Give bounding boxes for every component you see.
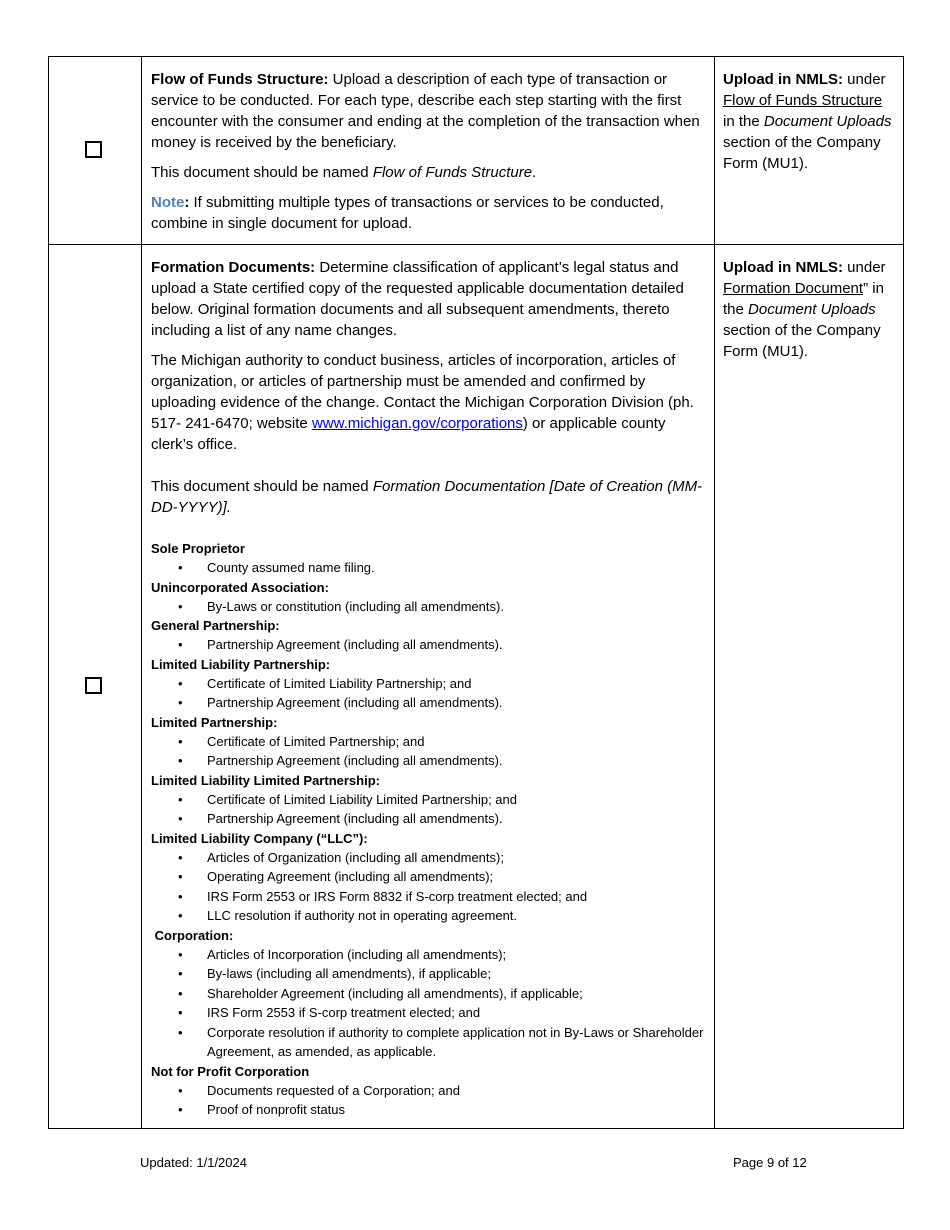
- checkbox-cell: [49, 245, 142, 1129]
- flow-of-funds-title: Flow of Funds Structure:: [151, 71, 329, 88]
- formation-documents-checkbox[interactable]: [85, 677, 102, 694]
- upload-label: Upload in NMLS:: [723, 259, 843, 276]
- formation-documents-description: [151, 257, 706, 341]
- list-item: • Certificate of Limited Liability Partnership; and: [151, 674, 706, 694]
- entity-type-heading: Limited Partnership:: [151, 714, 278, 730]
- list-item: • Partnership Agreement (including all amendments).: [151, 751, 706, 771]
- list-item: • Articles of Incorporation (including all amendments);: [151, 945, 706, 965]
- flow-of-funds-description: [151, 69, 706, 153]
- updated-date: Updated: 1/1/2024: [140, 1155, 247, 1170]
- list-item: • Documents requested of a Corporation; and: [151, 1081, 706, 1101]
- list-item: • IRS Form 2553 if S-corp treatment elected; and: [151, 1003, 706, 1023]
- list-item: • Certificate of Limited Liability Limited Partnership; and: [151, 790, 706, 810]
- upload-rest: section of the Company Form (MU1).: [723, 322, 881, 360]
- entity-document-list: [151, 848, 706, 926]
- entity-type-heading: Limited Liability Limited Partnership:: [151, 772, 380, 788]
- naming-prefix: This document should be named: [151, 478, 373, 495]
- flow-of-funds-naming: [151, 162, 706, 183]
- list-item: • Articles of Organization (including all amendments);: [151, 848, 706, 868]
- list-item: • Shareholder Agreement (including all amendments), if applicable;: [151, 984, 706, 1004]
- flow-of-funds-note: [151, 192, 706, 234]
- note-colon: :: [184, 194, 190, 211]
- entity-document-list: [151, 674, 706, 713]
- flow-of-funds-upload-link[interactable]: Flow of Funds Structure: [723, 92, 883, 109]
- formation-document-upload-link[interactable]: Formation Document: [723, 280, 864, 297]
- naming-prefix: This document should be named: [151, 164, 373, 181]
- list-item: • By-Laws or constitution (including all amendments).: [151, 597, 706, 617]
- page-number: Page 9 of 12: [733, 1155, 807, 1170]
- description-cell: [142, 245, 715, 1129]
- formation-documents-naming: [151, 476, 706, 518]
- upload-cell: [715, 245, 904, 1129]
- michigan-authority-text: The Michigan authority to conduct business, articles of incorporation, articles of organization, or articles of partnership must be amended and confirmed by uploading evidence of the change. Contact the Michigan Corporation Division (ph. 517- 241-6470; website: [151, 352, 694, 432]
- entity-document-list: [151, 635, 706, 655]
- entity-type-heading: General Partnership:: [151, 618, 280, 633]
- corporations-website-link[interactable]: www.michigan.gov/corporations: [311, 415, 523, 432]
- michigan-authority-text-end: ) or applicable county clerk’s office.: [151, 415, 666, 453]
- list-item: • Proof of nonprofit status: [151, 1100, 706, 1120]
- entity-document-list: [151, 558, 706, 578]
- upload-in-the: in the: [723, 113, 764, 130]
- note-text: If submitting multiple types of transactions or services to be conducted, combine in single document for upload.: [151, 194, 664, 232]
- entity-document-list: [151, 1081, 706, 1120]
- document-uploads-text: Document Uploads: [748, 301, 876, 318]
- requirements-table: [48, 56, 904, 1129]
- list-item: • Operating Agreement (including all amendments);: [151, 867, 706, 887]
- list-item: • Certificate of Limited Partnership; and: [151, 732, 706, 752]
- entity-document-list: [151, 597, 706, 617]
- list-item: • IRS Form 2553 or IRS Form 8832 if S-corp treatment elected; and: [151, 887, 706, 907]
- michigan-authority-paragraph: [151, 350, 706, 455]
- document-uploads-text: Document Uploads: [763, 113, 892, 130]
- upload-cell: [715, 57, 904, 245]
- formation-documents-title: Formation Documents:: [151, 259, 316, 276]
- upload-quote: ”: [863, 280, 869, 297]
- formation-documents-upload-instructions: [715, 245, 903, 362]
- list-item: • By-laws (including all amendments), if applicable;: [151, 964, 706, 984]
- flow-of-funds-body: Upload a description of each type of transaction or service to be conducted. For each type, describe each step starting with the first encounter with the consumer and ending at the completion of the transaction when money is received by the beneficiary.: [151, 71, 700, 151]
- list-item: • Partnership Agreement (including all amendments).: [151, 809, 706, 829]
- list-item: • LLC resolution if authority not in operating agreement.: [151, 906, 706, 926]
- entity-type-heading: Not for Profit Corporation: [151, 1063, 310, 1079]
- upload-in-the: in the: [723, 280, 884, 318]
- formation-documents-body: Determine classification of applicant’s legal status and upload a State certified copy of the requested applicable documentation detailed below. Original formation documents and all subsequent amendments, thereto including a list of any name changes.: [151, 259, 684, 339]
- naming-name: Flow of Funds Structure: [372, 164, 533, 181]
- entity-type-heading: Unincorporated Association:: [151, 579, 329, 595]
- flow-of-funds-upload-instructions: [715, 57, 903, 174]
- table-row-formation-documents: [49, 245, 904, 1129]
- entity-document-list: [151, 732, 706, 771]
- entity-type-sections: [151, 539, 706, 1120]
- entity-type-heading: Sole Proprietor: [151, 541, 245, 556]
- entity-type-heading: Limited Liability Partnership:: [151, 656, 331, 672]
- table-row-flow-of-funds: [49, 57, 904, 245]
- note-label: Note: [151, 194, 185, 211]
- upload-under: under: [843, 259, 886, 276]
- entity-type-heading: Corporation:: [151, 927, 234, 943]
- upload-rest: section of the Company Form (MU1).: [723, 134, 881, 172]
- upload-label: Upload in NMLS:: [723, 71, 843, 88]
- checkbox-cell: [49, 57, 142, 245]
- entity-type-heading: Limited Liability Company (“LLC”):: [151, 830, 368, 846]
- entity-document-list: [151, 790, 706, 829]
- description-cell: [142, 57, 715, 245]
- naming-name: Formation Documentation [Date of Creation (MM-DD-YYYY)].: [151, 478, 703, 516]
- entity-document-list: [151, 945, 706, 1062]
- naming-suffix: .: [532, 164, 537, 181]
- list-item: • Corporate resolution if authority to complete application not in By-Laws or Shareholder Agreement, as amended, as applicable.: [151, 1023, 706, 1062]
- list-item: • Partnership Agreement (including all amendments).: [151, 693, 706, 713]
- list-item: • County assumed name filing.: [151, 558, 706, 578]
- upload-under: under: [843, 71, 886, 88]
- list-item: • Partnership Agreement (including all amendments).: [151, 635, 706, 655]
- flow-of-funds-checkbox[interactable]: [85, 141, 102, 158]
